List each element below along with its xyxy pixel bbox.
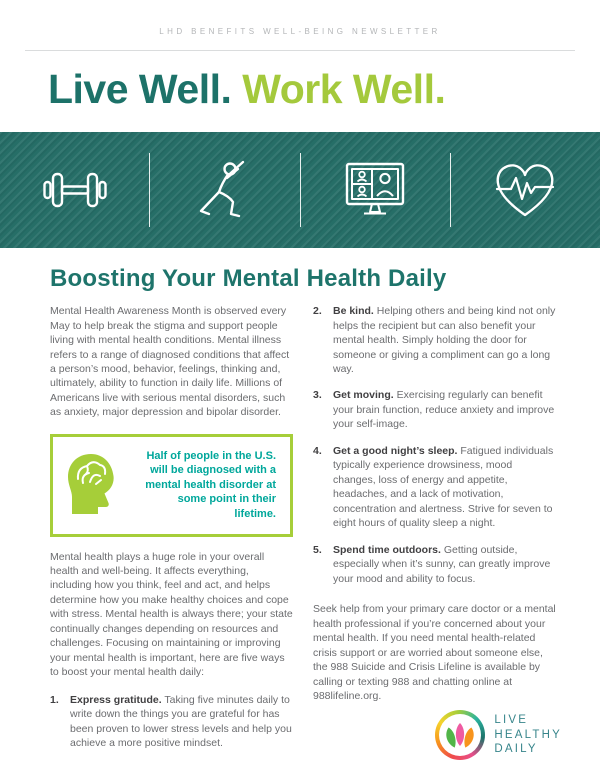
closing-paragraph: Seek help from your primary care doctor or a mental health professional if you’re concerned about your mental health. If you need mental health-related crisis support or are worried about someone else, the 988 Suicide and Crisis Lifeline is available by calling or texting 988 and chatting online at 988lifeline.org. — [313, 603, 556, 703]
list-item-text: Spend time outdoors. Getting outside, especially when it’s sunny, can greatly improve your mood and ability to focus. — [333, 543, 551, 585]
banner-cell — [150, 159, 299, 221]
second-paragraph: Mental health plays a huge role in your overall health and well-being. It affects everything, including how you think, feel and act, and helps determine how you make healthy choices and cope with stress. Mental health is always there; your state continually changes depending on resources and challenges. Focusing on maintaining or improving your mental health is important, here are five ways to boost your mental health daily: — [50, 550, 293, 679]
intro-paragraph: Mental Health Awareness Month is observed every May to help break the stigma and support people living with mental health conditions. Mental illness refers to a range of diagnosed conditions that affect a person’s mood, behavior, feelings, thinking and, ultimately, ability to function in daily life. Millions of Americans live with serious mental disorders, such as anxiety, major depression and bipolar disorder. — [50, 305, 290, 419]
banner-cell — [0, 166, 149, 214]
list-item-text: Get moving. Exercising regularly can benefit your brain function, reduce anxiety and improve your self-image. — [333, 389, 555, 431]
list-item-number: 2. — [313, 305, 322, 318]
logo-line-healthy: HEALTHY — [494, 728, 562, 741]
dumbbell-icon — [39, 166, 111, 214]
list-item-text: Be kind. Helping others and being kind not only helps the recipient but can also benefit your mental health. Simply holding the door for someone or giving a compliment can go a long way. — [333, 305, 556, 375]
logo-leaves-icon — [439, 714, 481, 756]
list-item — [50, 693, 293, 751]
article-columns — [50, 304, 556, 763]
live-healthy-daily-logo — [435, 710, 562, 760]
logo-ring-icon — [435, 710, 485, 760]
wellness-icon-banner — [0, 132, 600, 248]
stat-callout-text: Half of people in the U.S. will be diagnosed with a mental health disorder at some point in their lifetime. — [145, 449, 276, 520]
article — [0, 265, 600, 763]
head-brain-icon — [65, 452, 121, 519]
masthead-work-well: Work Well. — [242, 66, 446, 112]
newsletter-kicker: LHD BENEFITS WELL-BEING NEWSLETTER — [159, 27, 441, 36]
list-item-number: 5. — [313, 543, 322, 556]
list-item — [313, 543, 556, 586]
stat-callout-box — [50, 434, 293, 537]
banner-cell — [301, 160, 450, 220]
masthead-live-well: Live Well. — [48, 66, 243, 112]
list-item-number: 4. — [313, 444, 322, 457]
heart-pulse-icon — [491, 159, 559, 221]
logo-wordmark — [494, 713, 562, 757]
right-column — [313, 304, 556, 763]
banner-cell — [451, 159, 600, 221]
list-item-text: Get a good night’s sleep. Fatigued individuals typically experience drowsiness, mood changes, loss of energy and appetite, headaches, and a lack of motivation, concentration and alertness. Strive for seven to eight hours of quality sleep a night. — [333, 444, 554, 530]
list-item-text: Express gratitude. Taking five minutes daily to write down the things you are grateful for has been proven to lower stress levels and help you achieve a more positive mindset. — [70, 693, 292, 750]
list-item — [313, 304, 556, 376]
logo-line-live: LIVE — [494, 713, 529, 726]
article-title: Boosting Your Mental Health Daily — [50, 265, 447, 293]
video-call-icon — [339, 160, 411, 220]
masthead-title — [48, 68, 600, 111]
left-column — [50, 304, 293, 763]
tips-list-left — [50, 693, 293, 751]
header-divider — [25, 50, 575, 51]
logo-line-daily: DAILY — [494, 743, 538, 756]
list-item-number: 3. — [313, 389, 322, 402]
stretching-person-icon — [191, 159, 259, 221]
tips-list-right — [313, 304, 556, 586]
list-item — [313, 388, 556, 431]
list-item-number: 1. — [50, 693, 59, 706]
list-item — [313, 444, 556, 531]
